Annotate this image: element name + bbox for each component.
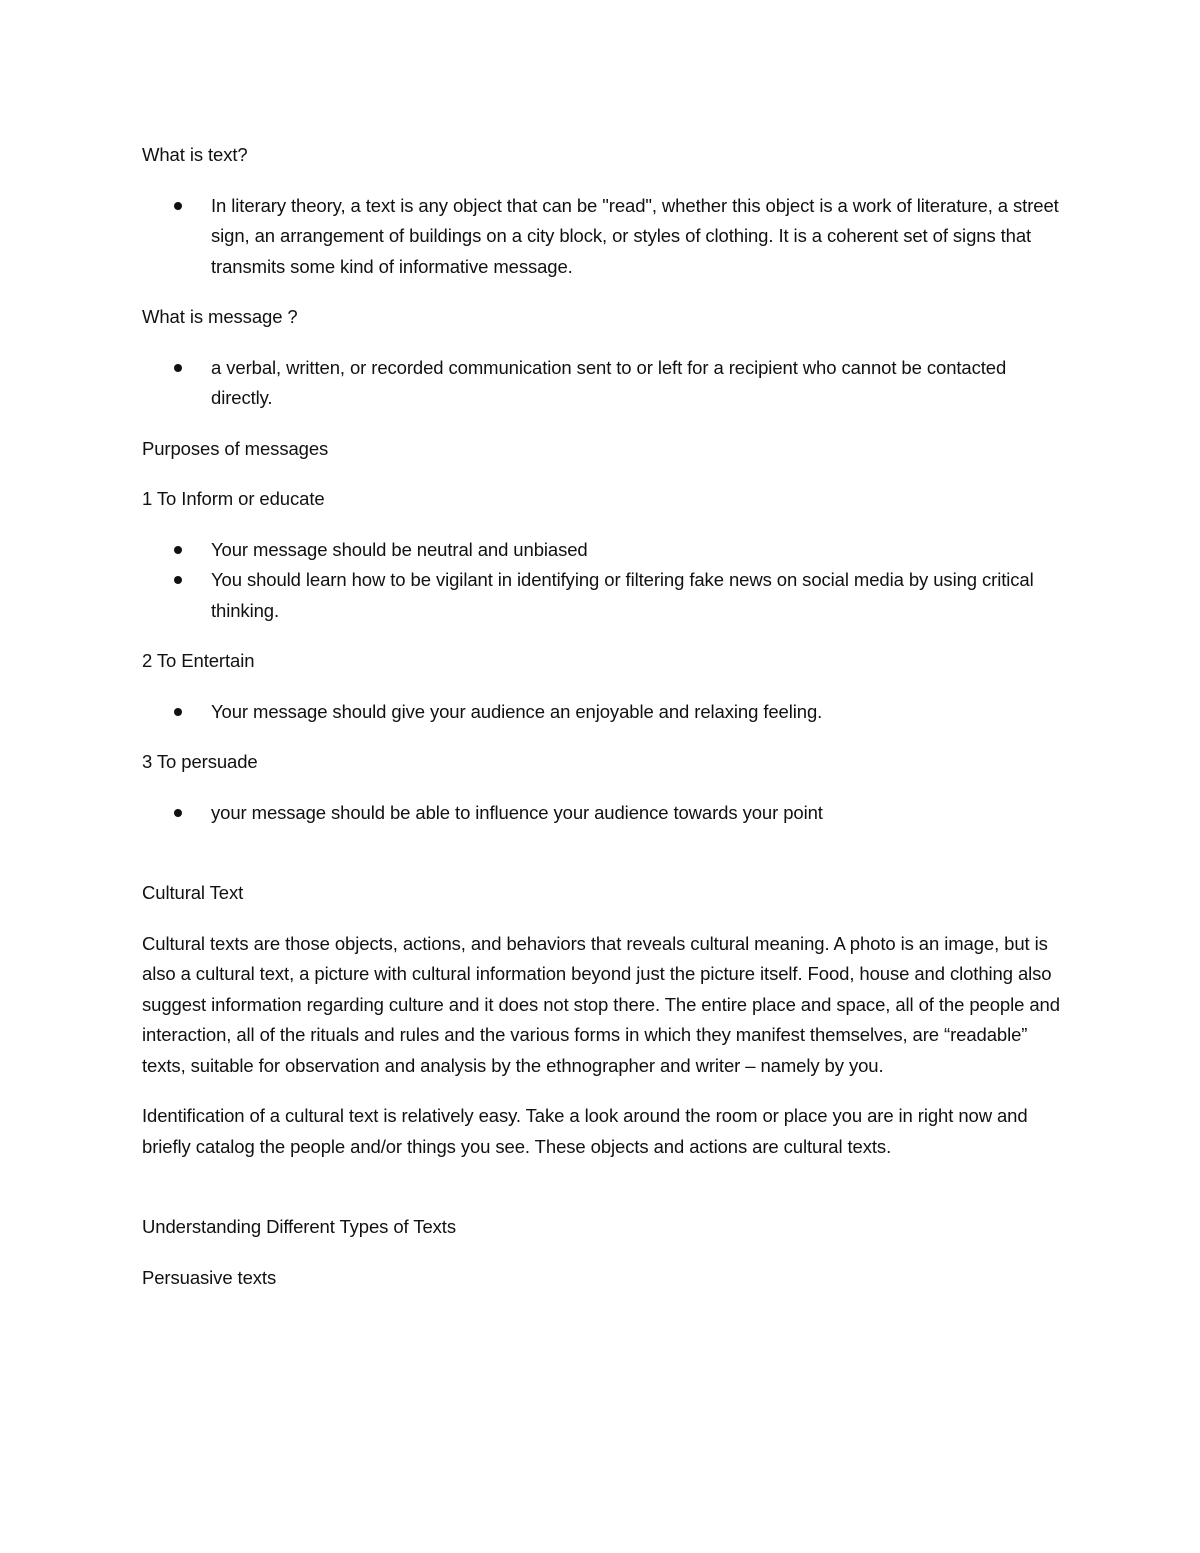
list-item-text: Your message should be neutral and unbiased xyxy=(211,538,588,560)
bullet-dot-icon xyxy=(174,708,182,716)
heading-what-is-message: What is message ? xyxy=(142,306,298,327)
document-body xyxy=(142,140,1062,1313)
list-item xyxy=(142,191,1062,283)
list-item-text: a verbal, written, or recorded communication sent to or left for a recipient who cannot be contacted directly. xyxy=(211,356,1007,408)
paragraph-cultural-text-definition: Cultural texts are those objects, actions, and behaviors that reveals cultural meaning. A photo is an image, but is also a cultural text, a picture with cultural information beyond just the picture itself. Food, house and clothing also suggest information regarding culture and it does not stop there. The entire place and space, all of the people and interaction, all of the rituals and rules and the various forms in which they manifest themselves, are “readable” texts, suitable for observation and analysis by the ethnographer and writer – namely by you. xyxy=(142,932,1060,1076)
bullet-dot-icon xyxy=(174,364,182,372)
heading-purposes: Purposes of messages xyxy=(142,437,329,459)
heading-what-is-text: What is text? xyxy=(142,144,248,165)
list-item-text: You should learn how to be vigilant in identifying or filtering fake news on social media by using critical thinking. xyxy=(211,569,1034,621)
list-item-text: In literary theory, a text is any object that can be "read", whether this object is a work of literature, a street sign, an arrangement of buildings on a city block, or styles of clothing. It is a coherent set of signs that transmits some kind of informative message. xyxy=(211,194,1059,277)
bullet-list-entertain xyxy=(142,697,1062,728)
list-item-text: Your message should give your audience an enjoyable and relaxing feeling. xyxy=(211,700,823,722)
bullet-dot-icon xyxy=(174,202,182,210)
list-item xyxy=(142,697,1062,728)
list-item xyxy=(142,798,1062,829)
bullet-list-inform xyxy=(142,535,1062,627)
heading-entertain: 2 To Entertain xyxy=(142,650,255,671)
heading-inform: 1 To Inform or educate xyxy=(142,488,325,509)
bullet-dot-icon xyxy=(174,809,182,817)
bullet-dot-icon xyxy=(174,576,182,584)
heading-persuasive-texts: Persuasive texts xyxy=(142,1266,277,1288)
bullet-list-what-is-text xyxy=(142,191,1062,283)
heading-types-of-texts: Understanding Different Types of Texts xyxy=(142,1216,456,1237)
list-item xyxy=(142,565,1062,626)
heading-cultural-text: Cultural Text xyxy=(142,882,244,903)
bullet-dot-icon xyxy=(174,546,182,554)
bullet-list-persuade xyxy=(142,798,1062,829)
list-item xyxy=(142,353,1062,414)
heading-persuade: 3 To persuade xyxy=(142,751,258,772)
list-item-text: your message should be able to influence your audience towards your point xyxy=(211,801,823,823)
paragraph-cultural-text-identification: Identification of a cultural text is relatively easy. Take a look around the room or place you are in right now and briefly catalog the people and/or things you see. These objects and actions are cultural texts. xyxy=(142,1105,1028,1157)
bullet-list-what-is-message xyxy=(142,353,1062,414)
blank-line xyxy=(142,848,1062,878)
list-item xyxy=(142,535,1062,566)
blank-line xyxy=(142,1182,1062,1212)
